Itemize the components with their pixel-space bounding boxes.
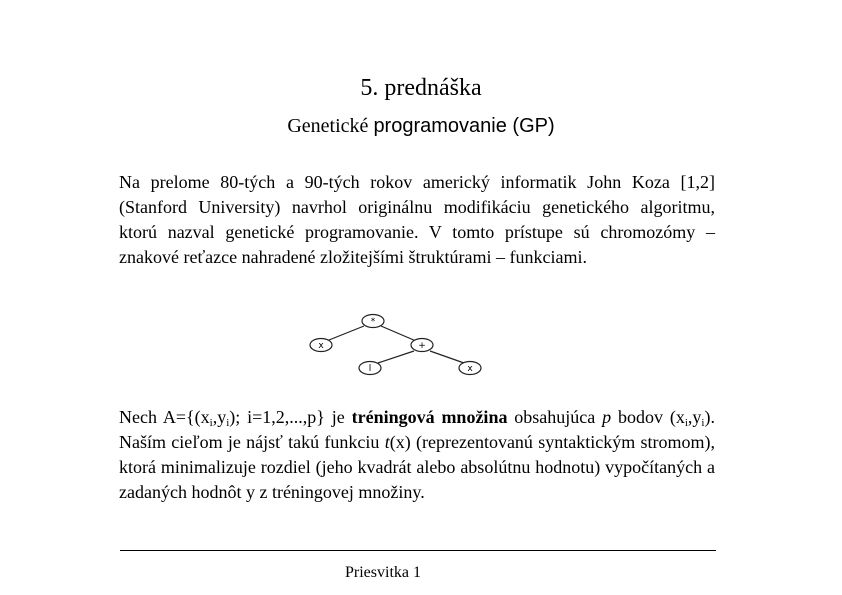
- subtitle-part-serif: Genetické: [287, 115, 369, 137]
- subscript: i: [701, 417, 705, 429]
- text-run: (x) (reprezentovanú syntaktickým stromom), ktorá minimalizuje rozdiel (jeho kvadrát alebo absolútnu hodnotu) vypočítaných a zadaných hodnôt y z tréningovej množiny.: [119, 432, 715, 502]
- text-run: ); i=1,2,...,p} je: [229, 407, 352, 427]
- text-run: bodov (x: [611, 407, 685, 427]
- tree-node-label: *: [370, 317, 376, 327]
- text-run: Nech A={(x: [119, 407, 210, 427]
- tree-edge: [430, 351, 464, 363]
- italic-variable: p: [602, 407, 612, 427]
- training-set-paragraph: [119, 405, 715, 505]
- tree-edge: [324, 326, 364, 342]
- tree-edge: [378, 351, 414, 363]
- text-run: obsahujúca: [507, 407, 603, 427]
- intro-paragraph: Na prelome 80-tých a 90-tých rokov americký informatik John Koza [1,2] (Stanford University) navrhol originálnu modifikáciu genetického algoritmu, ktorú nazval genetické programovanie. V tomto prístupe sú chromozómy – znakové reťazce nahradené zložitejšími štruktúrami – funkciami.: [119, 172, 715, 267]
- subscript: i: [684, 417, 688, 429]
- tree-node-label: l: [368, 364, 372, 374]
- subscript: i: [226, 417, 230, 429]
- page-title: 5. prednáška: [360, 75, 482, 101]
- tree-node-label: +: [418, 341, 426, 351]
- tree-node-label: x: [318, 341, 324, 351]
- tree-edge: [381, 326, 416, 341]
- slide-number: Priesvitka 1: [345, 564, 421, 581]
- subscript: i: [209, 417, 213, 429]
- text-run: ). Naším cieľom je nájsť takú funkciu: [119, 407, 715, 452]
- subtitle-part-sans: programovanie (GP): [373, 115, 555, 137]
- subtitle: [0, 113, 842, 139]
- tree-node-label: x: [467, 364, 473, 374]
- footer-divider: [120, 550, 716, 551]
- syntax-tree-diagram: [300, 308, 500, 390]
- text-run: ,y: [212, 407, 227, 427]
- italic-variable: t: [384, 432, 390, 452]
- text-run: ,y: [687, 407, 702, 427]
- bold-term: tréningová množina: [351, 407, 508, 427]
